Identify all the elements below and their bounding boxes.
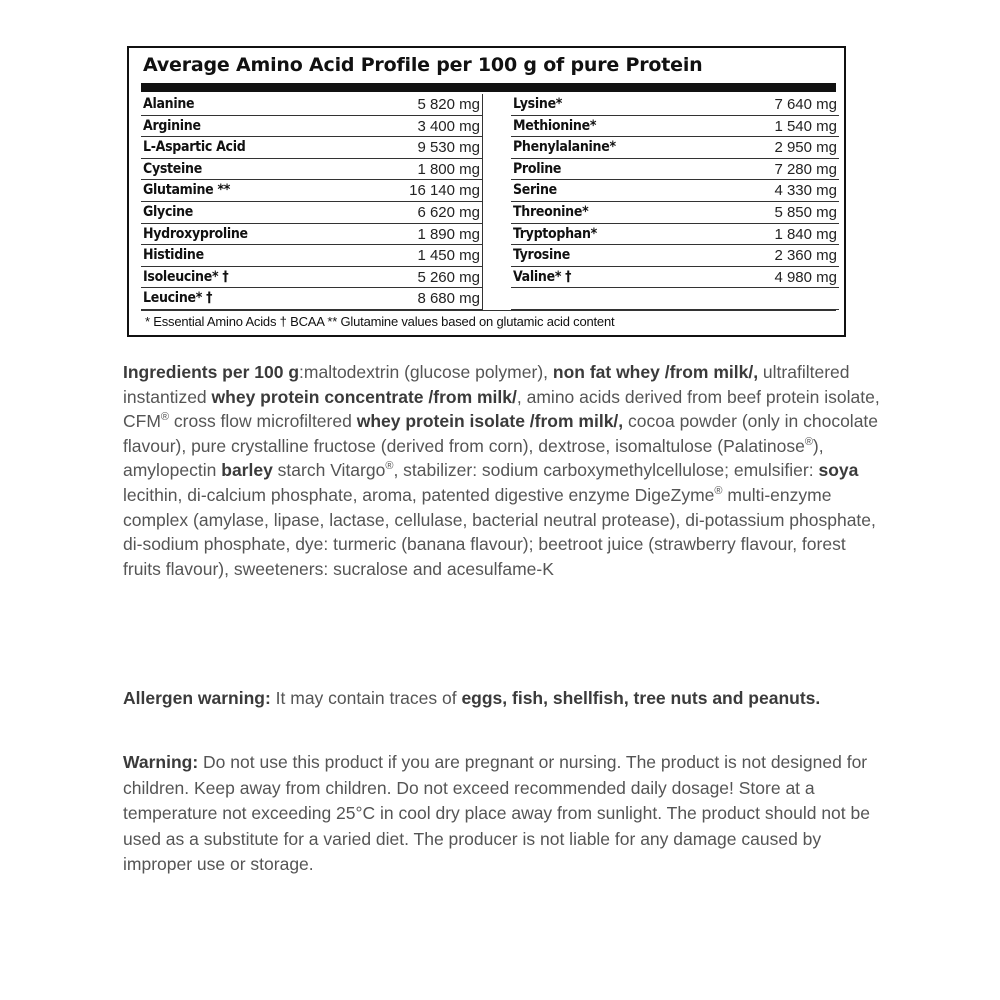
left-column-cell [141,159,483,181]
right-column-cell [511,159,839,181]
amino-acid-value: 2 360 mg [774,247,837,265]
amino-acid-name: Phenylalanine* [513,139,616,156]
amino-acid-name: Threonine* [513,203,589,220]
amino-acid-name: Cysteine [143,160,202,177]
text-segment: cross flow microfiltered [169,411,357,432]
table-row [141,116,839,138]
table-row [141,202,839,224]
amino-acid-name: Serine [513,182,557,199]
table-title: Average Amino Acid Profile per 100 g of pure Protein [143,54,703,76]
amino-acid-name: Lysine* [513,96,563,112]
amino-acid-value: 1 540 mg [774,117,837,135]
amino-acid-value: 4 330 mg [774,182,837,200]
left-column-cell [141,137,483,159]
registered-mark: ® [714,485,723,498]
amino-acid-name: Histidine [143,247,204,264]
right-column-cell [511,202,839,224]
left-column-cell [141,116,483,138]
amino-acid-name: Isoleucine* † [143,268,229,285]
right-column-cell [511,94,839,116]
left-column-cell [141,288,483,310]
text-segment: Do not use this product if you are pregnant or nursing. The product is not designed for children. Keep away from children. Do not exceed recommended daily dosage! Store at a temperature not exceeding 25°C in cool dry place away from sunlight. The product should not be used as a substitute for a varied diet. The producer is not liable for any damage caused by improper use or storage. [123,752,870,874]
text-segment: ultrafiltered instantized [123,362,850,407]
table-footnote: * Essential Amino Acids † BCAA ** Glutamine values based on glutamic acid content [145,314,615,329]
bold-text: barley [221,460,273,481]
amino-acid-value: 7 280 mg [774,160,837,178]
amino-acid-value: 5 820 mg [417,96,480,113]
warning-paragraph [123,750,883,878]
right-column-cell [511,137,839,159]
left-column-cell [141,180,483,202]
amino-acid-value: 1 890 mg [417,225,480,243]
amino-acid-value: 5 260 mg [417,268,480,286]
right-column-cell [511,116,839,138]
amino-acid-value: 2 950 mg [774,139,837,157]
amino-acid-name: Tyrosine [513,247,570,264]
amino-acid-value: 4 980 mg [774,268,837,286]
right-column-cell [511,267,839,289]
amino-acid-value: 3 400 mg [417,117,480,135]
amino-acid-name: Hydroxyproline [143,225,248,242]
amino-acid-name: Glutamine ** [143,182,231,199]
table-row [141,267,839,289]
amino-acid-name: Tryptophan* [513,225,597,242]
left-column-cell [141,94,483,116]
amino-acid-name: Glycine [143,203,194,220]
text-segment: cocoa powder (only in chocolate flavour), pure crystalline fructose (derived from corn), dextrose, isomaltulose (Palatinose [123,411,879,456]
bold-text: soya [818,460,859,481]
text-segment: starch Vitargo [272,460,386,481]
amino-acid-value: 7 640 mg [774,96,837,113]
table-row [141,137,839,159]
amino-acid-name: Valine* † [513,268,572,285]
table-row [141,159,839,181]
text-segment: ), amylopectin [123,435,824,481]
right-column-cell [511,224,839,246]
registered-mark: ® [804,435,813,448]
table-row [141,180,839,202]
right-column-cell [511,288,839,310]
text-segment: multi-enzyme complex (amylase, lipase, lactase, cellulase, bacterial neutral protease), di-potassium phosphate, di-sodium phosphate, dye: turmeric (banana flavour); beetroot juice (strawberry flavour, forest fruits flavour), sweeteners: sucralose and acesulfame-K [123,484,876,579]
amino-acid-table [127,46,846,337]
amino-acid-name: Proline [513,160,562,177]
amino-acid-value: 1 800 mg [417,160,480,178]
bold-text: whey protein concentrate /from milk/ [211,386,517,407]
text-segment: , stabilizer: sodium carboxymethylcellulose; emulsifier: [393,460,819,481]
bold-text: Ingredients per 100 g [123,362,300,382]
table-rows [141,94,839,310]
amino-acid-name: L-Aspartic Acid [143,139,246,156]
bold-text: whey protein isolate /from milk/, [356,411,624,432]
amino-acid-name: Arginine [143,117,201,134]
text-segment: lecithin, di-calcium phosphate, aroma, patented digestive enzyme DigeZyme [123,484,715,505]
text-segment: It may contain traces of [270,688,462,708]
amino-acid-name: Alanine [143,96,195,112]
allergen-warning-paragraph [123,686,883,710]
ingredients-paragraph [123,360,883,581]
left-column-cell [141,245,483,267]
bold-text: Allergen warning: [123,688,271,708]
bold-text: eggs, fish, shellfish, tree nuts and peanuts. [461,688,821,708]
registered-mark: ® [385,460,394,473]
amino-acid-value: 6 620 mg [417,203,480,221]
left-column-cell [141,224,483,246]
amino-acid-value: 8 680 mg [417,290,480,308]
text-segment: , amino acids derived from beef protein isolate, CFM [123,386,880,432]
amino-acid-value: 9 530 mg [417,139,480,157]
amino-acid-value: 1 450 mg [417,247,480,265]
amino-acid-value: 5 850 mg [774,203,837,221]
title-rule [141,83,836,92]
table-footnote-row [141,310,836,331]
registered-mark: ® [160,411,170,424]
text-segment: :maltodextrin (glucose polymer), [299,362,553,382]
left-column-cell [141,267,483,289]
bold-text: Warning: [123,752,199,772]
amino-acid-name: Methionine* [513,117,597,134]
table-row [141,94,839,116]
amino-acid-value: 16 140 mg [409,182,480,200]
right-column-cell [511,245,839,267]
left-column-cell [141,202,483,224]
table-row [141,288,839,310]
bold-text: non fat whey /from milk/, [552,362,759,382]
amino-acid-value: 1 840 mg [774,225,837,243]
right-column-cell [511,180,839,202]
amino-acid-name: Leucine* † [143,290,213,307]
table-row [141,245,839,267]
table-row [141,224,839,246]
